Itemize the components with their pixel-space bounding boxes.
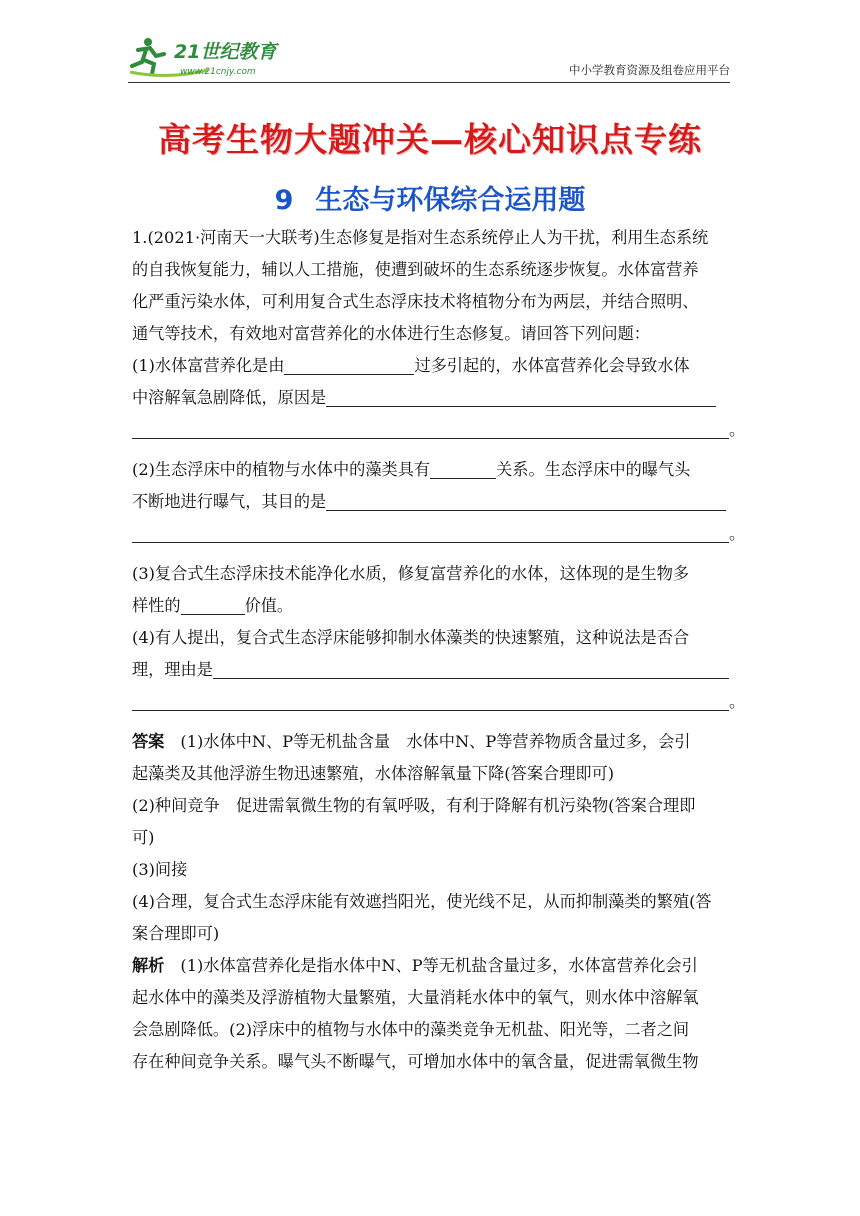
q1-line xyxy=(132,414,746,446)
answer-blank[interactable] xyxy=(326,490,726,511)
section-name: 生态与环保综合运用题 xyxy=(315,185,586,216)
answer-line: 案合理即可) xyxy=(132,924,220,943)
q2-line xyxy=(132,518,746,550)
q3-line: (3)复合式生态浮床技术能净化水质，修复富营养化的水体，这体现的是生物多 xyxy=(132,564,690,583)
page-header xyxy=(128,30,730,82)
q3-text: 价值。 xyxy=(244,596,294,615)
q2-text: (2)生态浮床中的植物与水体中的藻类具有 xyxy=(132,460,431,479)
question-body xyxy=(132,222,746,1078)
answer-blank[interactable] xyxy=(213,658,729,679)
q1-line xyxy=(132,350,732,382)
answer-line: 可) xyxy=(132,828,155,847)
intro-line: 化严重污染水体，可利用复合式生态浮床技术将植物分布为两层，并结合照明、 xyxy=(132,292,699,311)
answer-label: 答案 xyxy=(132,732,165,751)
answer-blank[interactable] xyxy=(132,690,729,711)
q3-line xyxy=(132,590,732,622)
intro-line: 通气等技术，有效地对富营养化的水体进行生态修复。请回答下列问题： xyxy=(132,324,650,343)
q1-text: 中溶解氧急剧降低，原因是 xyxy=(132,388,327,407)
q4-line xyxy=(132,686,746,718)
q3-text: 样性的 xyxy=(132,596,181,615)
q2-text: 关系。生态浮床中的曝气头 xyxy=(496,460,691,479)
q4-line xyxy=(132,654,732,686)
section-number: 9 xyxy=(274,185,294,216)
q1-text: 过多引起的，水体富营养化会导致水体 xyxy=(414,356,690,375)
answer-line: 起藻类及其他浮游生物迅速繁殖，水体溶解氧量下降(答案合理即可) xyxy=(132,764,615,783)
analysis-line: 存在种间竞争关系。曝气头不断曝气，可增加水体中的氧含量，促进需氧微生物 xyxy=(132,1052,699,1071)
q2-line xyxy=(132,454,732,486)
platform-label: 中小学教育资源及组卷应用平台 xyxy=(569,63,730,77)
section-title xyxy=(0,178,860,217)
page-title: 高考生物大题冲关—核心知识点专练 xyxy=(158,120,702,159)
period: 。 xyxy=(729,692,746,711)
q4-text: 理，理由是 xyxy=(132,660,213,679)
answer-line: (3)间接 xyxy=(132,860,188,879)
answer-line xyxy=(132,726,732,758)
answer-blank[interactable] xyxy=(430,458,496,479)
answer-blank[interactable] xyxy=(132,418,729,439)
intro-line: 的自我恢复能力，辅以人工措施，使遭到破坏的生态系统逐步恢复。水体富营养 xyxy=(132,260,699,279)
svg-text:21世纪教育: 21世纪教育 xyxy=(174,41,277,63)
logo-21cnjy xyxy=(128,34,298,78)
q1-line xyxy=(132,382,732,414)
analysis-line: 会急剧降低。(2)浮床中的植物与水体中的藻类竞争无机盐、阳光等，二者之间 xyxy=(132,1020,690,1039)
answer-text: (1)水体中N、P等无机盐含量 水体中N、P等营养物质含量过多，会引 xyxy=(180,732,691,751)
q2-text: 不断地进行曝气，其目的是 xyxy=(132,492,327,511)
intro-line: 1.(2021·河南天一大联考)生态修复是指对生态系统停止人为干扰，利用生态系统 xyxy=(132,228,709,247)
answer-blank[interactable] xyxy=(326,386,716,407)
q1-text: (1)水体富营养化是由 xyxy=(132,356,285,375)
answer-blank[interactable] xyxy=(132,522,729,543)
analysis-line xyxy=(132,950,732,982)
answer-blank[interactable] xyxy=(284,354,414,375)
q4-line: (4)有人提出，复合式生态浮床能够抑制水体藻类的快速繁殖，这种说法是否合 xyxy=(132,628,690,647)
period: 。 xyxy=(729,524,746,543)
header-divider xyxy=(128,82,730,83)
period: 。 xyxy=(729,420,746,439)
svg-text:www.21cnjy.com: www.21cnjy.com xyxy=(180,67,256,77)
analysis-label: 解析 xyxy=(132,956,165,975)
q2-line xyxy=(132,486,732,518)
analysis-line: 起水体中的藻类及浮游植物大量繁殖，大量消耗水体中的氧气，则水体中溶解氧 xyxy=(132,988,699,1007)
answer-line: (4)合理，复合式生态浮床能有效遮挡阳光，使光线不足，从而抑制藻类的繁殖(答 xyxy=(132,892,712,911)
answer-line: (2)种间竞争 促进需氧微生物的有氧呼吸，有利于降解有机污染物(答案合理即 xyxy=(132,796,696,815)
answer-blank[interactable] xyxy=(181,594,245,615)
analysis-text: (1)水体富营养化是指水体中N、P等无机盐含量过多，水体富营养化会引 xyxy=(180,956,698,975)
